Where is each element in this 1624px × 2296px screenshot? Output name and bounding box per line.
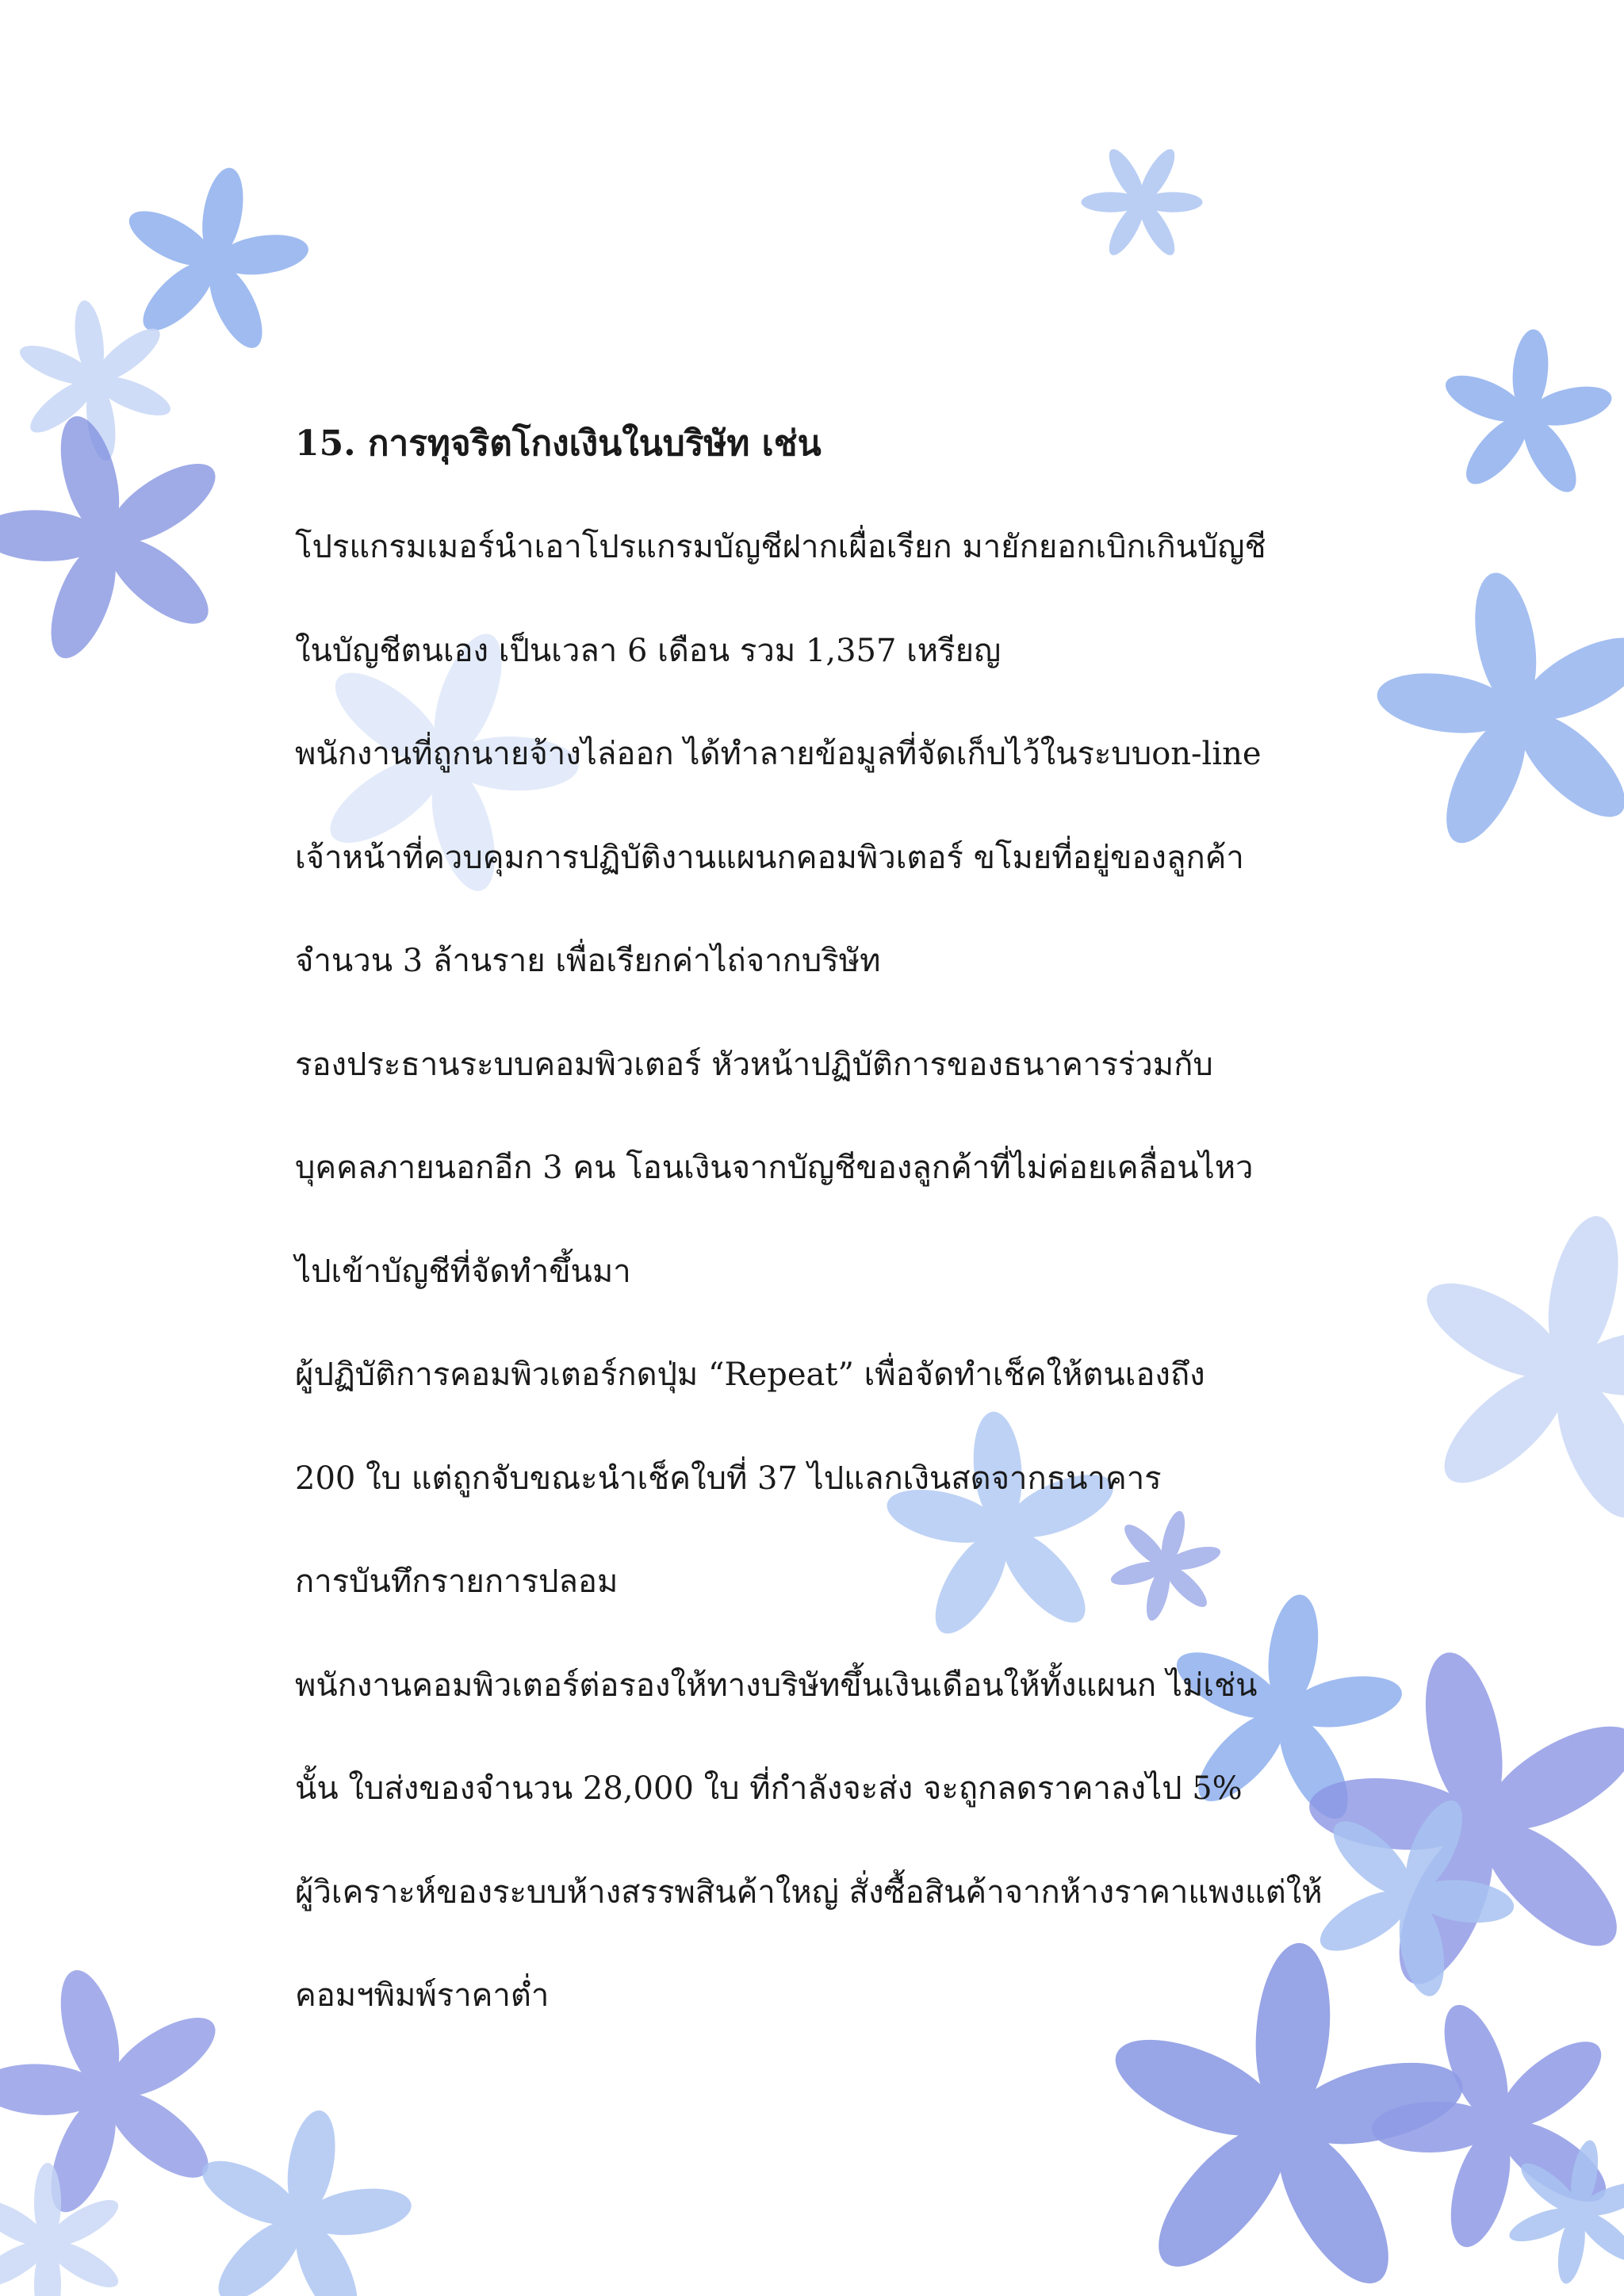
text-line: พนักงานที่ถูกนายจ้างไล่ออก ได้ทำลายข้อมูลที่จัดเก็บไว้ในระบบon-line xyxy=(295,736,1262,772)
section-heading xyxy=(295,404,1326,484)
text-line: การบันทึกรายการปลอม xyxy=(295,1563,619,1600)
heading-title: 15. การทุจริตโกงเงินในบริษัท xyxy=(295,423,750,464)
text-line: ไปเข้าบัญชีที่จัดทำขึ้นมา xyxy=(295,1253,631,1290)
heading-suffix: เช่น xyxy=(761,423,822,464)
text-line: โปรแกรมเมอร์นำเอาโปรแกรมบัญชีฝากเผื่อเรียก มายักยอกเบิกเกินบัญชี xyxy=(295,529,1266,565)
text-line: บุคคลภายนอกอีก 3 คน โอนเงินจากบัญชีของลูกค้าที่ไม่ค่อยเคลื่อนไหว xyxy=(295,1150,1254,1186)
blue-flower-icon xyxy=(1378,1183,1624,1548)
text-line: เจ้าหน้าที่ควบคุมการปฏิบัติงานแผนกคอมพิวเตอร์ ขโมยที่อยู่ของลูกค้า xyxy=(295,839,1244,876)
text-lines xyxy=(295,507,1326,2060)
text-line: พนักงานคอมพิวเตอร์ต่อรองให้ทางบริษัทขึ้นเงินเดือนให้ทั้งแผนก ไม่เช่น xyxy=(295,1667,1258,1704)
document-body xyxy=(295,404,1326,2060)
blue-flower-icon xyxy=(1062,121,1222,283)
text-line: จำนวน 3 ล้านราย เพื่อเรียกค่าไถ่จากบริษัท xyxy=(295,943,881,979)
text-line: 200 ใบ แต่ถูกจับขณะนำเช็คใบที่ 37 ไปแลกเงินสดจากธนาคาร xyxy=(295,1460,1162,1497)
text-line: ในบัญชีตนเอง เป็นเวลา 6 เดือน รวม 1,357 เหรียญ xyxy=(295,632,1002,669)
blue-flower-icon xyxy=(1431,322,1622,505)
blue-flower-icon xyxy=(1351,548,1624,869)
text-line: นั้น ใบส่งของจำนวน 28,000 ใบ ที่กำลังจะส่ง จะถูกลดราคาลงไป 5% xyxy=(295,1770,1243,1807)
text-line: คอมฯพิมพ์ราคาต่ำ xyxy=(295,1977,550,2014)
text-line: ผู้ปฏิบัติการคอมพิวเตอร์กดปุ่ม “Repeat” เพื่อจัดทำเช็คให้ตนเองถึง xyxy=(295,1357,1205,1393)
blue-flower-icon xyxy=(104,151,326,365)
text-line: ผู้วิเคราะห์ของระบบห้างสรรพสินค้าใหญ่ สั่งซื้อสินค้าจากห้างราคาแพงแต่ให้ xyxy=(295,1873,1323,1911)
blue-flower-icon xyxy=(173,2091,431,2296)
text-line: รองประธานระบบคอมพิวเตอร์ หัวหน้าปฏิบัติการของธนาคารร่วมกับ xyxy=(295,1046,1213,1083)
